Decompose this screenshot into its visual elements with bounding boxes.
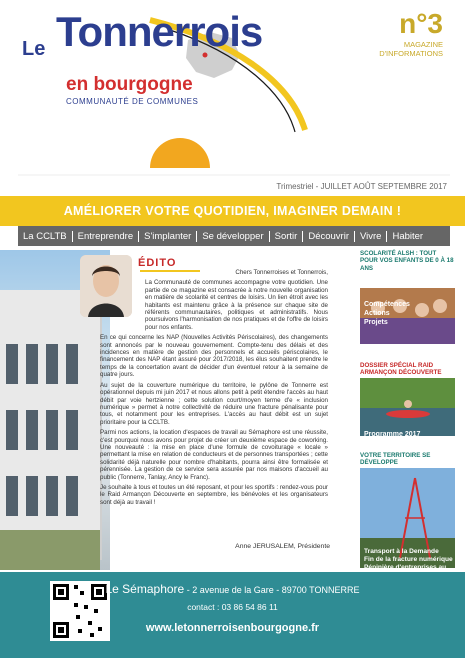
edito-greeting: Chers Tonnerroises et Tonnerrois, (235, 269, 328, 276)
publication-period: Trimestriel - JUILLET AOÛT SEPTEMBRE 2017 (276, 182, 447, 191)
link-transport[interactable]: Transport à la Demande (364, 548, 439, 555)
issue-label: MAGAZINE D'INFORMATIONS (379, 40, 443, 58)
sidebar-title-scolarite: SCOLARITÉ ALSH : TOUT POUR VOS ENFANTS DE 0 À 18 ANS (360, 250, 454, 272)
nav-item-s-implanter[interactable]: S'implanter (139, 231, 197, 242)
link-competences[interactable]: Compétences (364, 301, 410, 308)
sidebar-block-territoire (360, 452, 455, 467)
edito-paragraph-1: La Communauté de communes accompagne votre quotidien. Une partie de ce magazine est consacrée à notre nouvelle organisation en matière de scolarité et centres de loisirs. Un lien étroit avec les habitants est maintenu grâce à la présence sur chaque site de référents communautaires, politiques et administratifs. Nous poursuivons l'harmonisation de nos pratiques et de l'offre de loisirs pour nos enfants. (145, 279, 328, 331)
nav-item-sortir[interactable]: Sortir (270, 231, 304, 242)
nav-item-vivre[interactable]: Vivre (355, 231, 387, 242)
footer-address-rest: - 2 avenue de la Gare - 89700 TONNERRE (184, 585, 360, 595)
building-windows (0, 330, 100, 570)
kayak-photo (360, 378, 455, 436)
edito-paragraph-5: Je souhaite à tous et toutes un été reposant, et pour les sportifs : rendez-vous pour le Raid Armançon Découverte en septembre, les bénévoles et les organisateurs sont déjà au travail ! (100, 483, 328, 506)
edito-signature: Anne JERUSALEM, Présidente (235, 543, 330, 550)
logo-subtitle: en bourgogne (66, 74, 193, 95)
nav-item-decouvrir[interactable]: Découvrir (303, 231, 355, 242)
logo-le: Le (22, 38, 46, 60)
link-programme-2017[interactable]: Programme 2017 (364, 431, 421, 438)
edito-body (100, 269, 328, 509)
link-projets[interactable]: Projets (364, 319, 388, 326)
edito-paragraph-3: Au sujet de la couverture numérique du territoire, le pylône de Tonnerre est opérationnel depuis mi juin 2017 et nous allons petit à petit étendre l'accès au haut débit par voie hertzienne ; cette solution court/moyen terme d'e « inclusion numérique » permet à notre collectivité de réduire une fracture pénalisante pour tous, et notamment pour les entreprises. L'accès au haut débit est un sujet prioritaire pour la CCLTB. (100, 381, 328, 426)
nav-item-habiter[interactable]: Habiter (392, 230, 424, 242)
nav-item-entreprendre[interactable]: Entreprendre (73, 231, 139, 242)
tagline-text: AMÉLIORER VOTRE QUOTIDIEN, IMAGINER DEMAIN ! (63, 204, 402, 218)
sidebar (360, 250, 455, 570)
edito-paragraph-2: En ce qui concerne les NAP (Nouvelles Activités Périscolaires), des changements sont annoncés par le nouveau gouvernement. Compte-tenu des délais et des incidences en matière de gestion des personnels et accueils périscolaires, le financement des NAP étant assuré pour 2017/2018, les élus souhaitent prendre le temps de la concertation avant de décider d'un éventuel retour à la semaine de quatre jours. (100, 334, 328, 379)
nav-item-se-developper[interactable]: Se développer (197, 231, 269, 242)
edito-title: ÉDITO (138, 257, 177, 269)
logo-community: COMMUNAUTÉ DE COMMUNES (66, 97, 199, 106)
issue-number: n°3 (399, 8, 443, 39)
main-nav (18, 226, 450, 246)
footer-address (0, 582, 465, 596)
edito-paragraph-4: Parmi nos actions, la location d'espaces de travail au Sémaphore est une réussite, c'est pourquoi nous avons pour projet de créer un deuxième espace de coworking. Une nouveauté : la mise en place d'une formule de covoiturage « locale » permettant la mise en relation de conducteurs et de personnes transportées ; cette solidarité déjà naturelle pour nombre d'habitants, pourra ainsi être formalisée et pérennisée. La gestion de ce service sera assurée par nos maisons d'accueil au public (Tonnerre, Tanlay, Ancy le Franc). (100, 429, 328, 481)
footer-website-link[interactable]: www.letonnerroisenbourgogne.fr (145, 622, 320, 634)
footer-semaphore: Le Sémaphore (105, 582, 185, 596)
sidebar-block-scolarite (360, 250, 455, 272)
sidebar-block-raid (360, 362, 455, 377)
nav-item-la-ccltb[interactable]: La CCLTB (18, 231, 73, 242)
sidebar-links-scolarite (364, 300, 410, 327)
logo-title: Tonnerrois (56, 8, 263, 55)
sidebar-title-territoire: VOTRE TERRITOIRE SE DÉVELOPPE (360, 452, 431, 467)
link-fracture[interactable]: Fin de la fracture numérique (364, 556, 453, 563)
link-actions[interactable]: Actions (364, 310, 390, 317)
sidebar-title-raid: DOSSIER SPÉCIAL RAID ARMANÇON DÉCOUVERTE (360, 362, 442, 377)
footer-phone: contact : 03 86 54 86 11 (187, 602, 278, 612)
link-pepiniere[interactable]: Pépinière d'entreprises au (364, 564, 447, 571)
